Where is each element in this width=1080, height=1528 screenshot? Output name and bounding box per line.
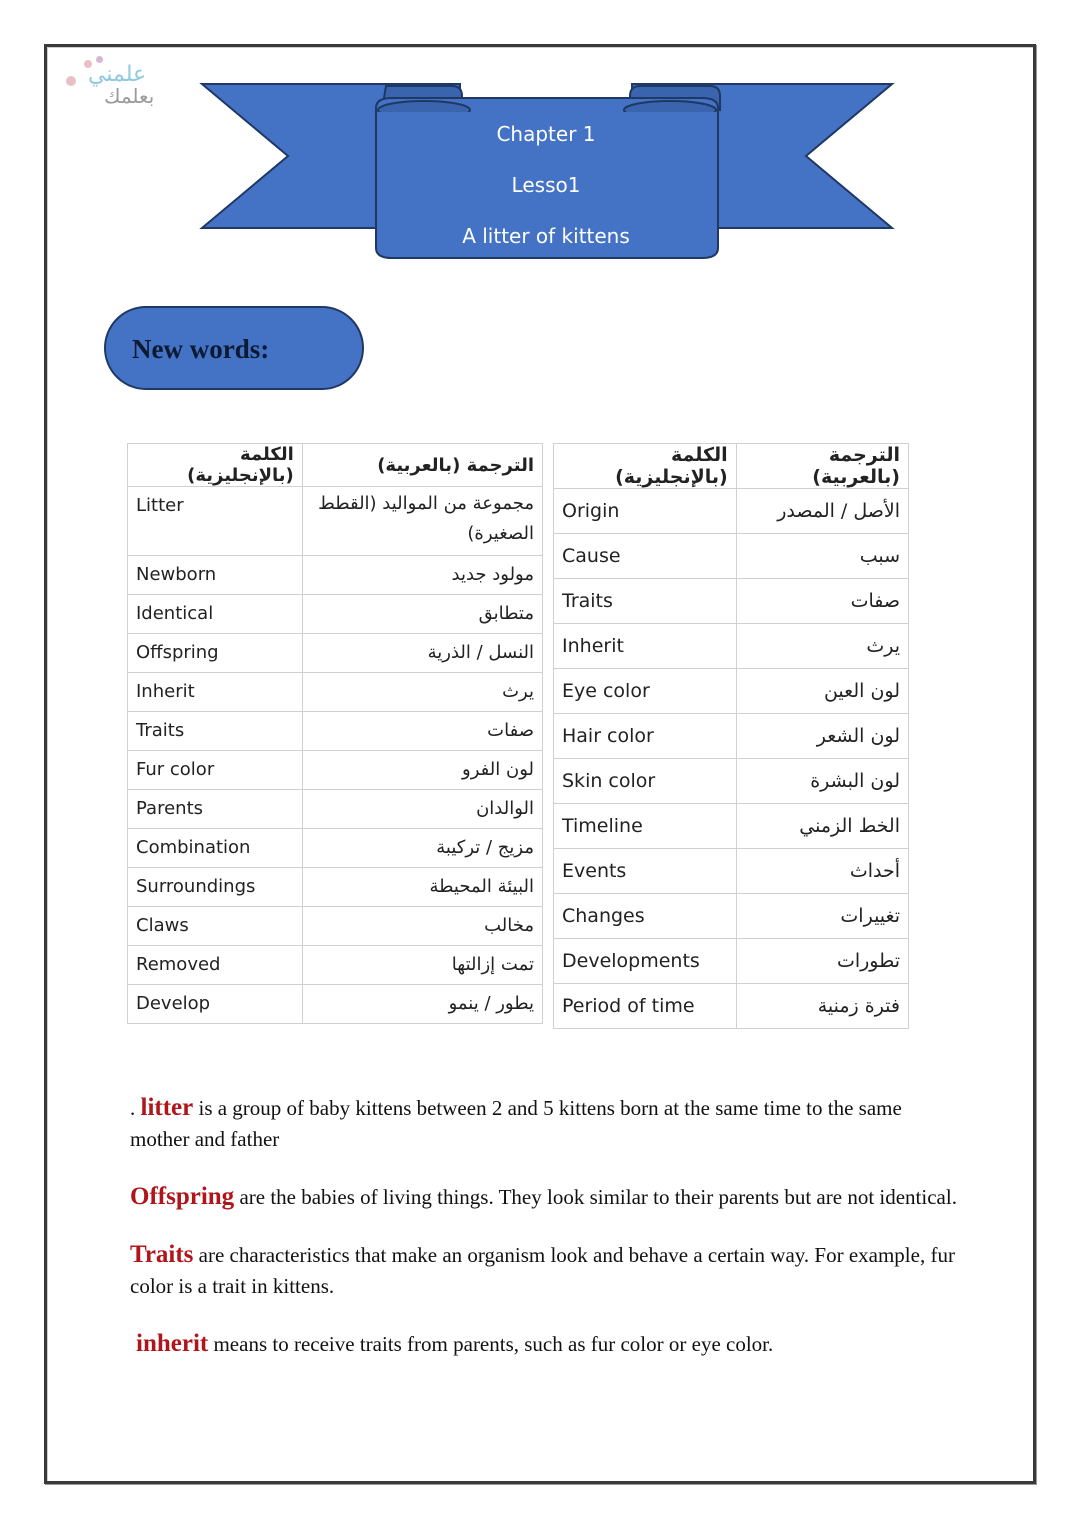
definition-inherit	[130, 1328, 960, 1360]
logo-text-top: علمني	[88, 62, 147, 87]
english-word: Events	[554, 849, 737, 894]
english-word: Removed	[128, 946, 303, 985]
arabic-translation: يرث	[302, 673, 542, 712]
definition-litter	[130, 1092, 960, 1155]
definition-prefix: .	[130, 1096, 141, 1120]
table-row	[128, 946, 543, 985]
table-row	[128, 556, 543, 595]
arabic-translation: متطابق	[302, 595, 542, 634]
arabic-translation: البيئة المحيطة	[302, 868, 542, 907]
vocab-table-right	[553, 443, 909, 1029]
arabic-translation: لون الفرو	[302, 751, 542, 790]
table-row	[128, 829, 543, 868]
table-row	[128, 487, 543, 556]
site-logo	[58, 56, 168, 116]
chapter-banner	[196, 78, 896, 268]
table-row	[554, 669, 909, 714]
english-word: Changes	[554, 894, 737, 939]
english-word: Combination	[128, 829, 303, 868]
arabic-translation: فترة زمنية	[736, 984, 908, 1029]
arabic-translation: سبب	[736, 534, 908, 579]
lesson-title: A litter of kittens	[462, 224, 630, 248]
english-word: Parents	[128, 790, 303, 829]
arabic-translation: الأصل / المصدر	[736, 489, 908, 534]
arabic-translation: صفات	[302, 712, 542, 751]
table-row	[128, 790, 543, 829]
table-header-row	[128, 444, 543, 487]
table-row	[554, 759, 909, 804]
english-word: Inherit	[128, 673, 303, 712]
english-word: Traits	[554, 579, 737, 624]
table-row	[554, 624, 909, 669]
table-row	[554, 939, 909, 984]
english-word: Cause	[554, 534, 737, 579]
arabic-translation: تغييرات	[736, 894, 908, 939]
english-word: Develop	[128, 985, 303, 1024]
arabic-translation: تطورات	[736, 939, 908, 984]
arabic-translation: يرث	[736, 624, 908, 669]
definition-term: Traits	[130, 1241, 194, 1268]
definition-text: are the babies of living things. They look similar to their parents but are not identical.	[234, 1185, 957, 1209]
lesson-number: Lesso1	[511, 173, 581, 197]
arabic-translation: الوالدان	[302, 790, 542, 829]
vocab-table-left	[127, 443, 543, 1024]
english-word: Surroundings	[128, 868, 303, 907]
table-row	[554, 804, 909, 849]
logo-text-bottom: بعلمك	[104, 84, 155, 108]
table-row	[554, 579, 909, 624]
arabic-translation: مجموعة من المواليد (القطط الصغيرة)	[302, 487, 542, 556]
section-heading: New words:	[132, 334, 270, 364]
table-row	[554, 489, 909, 534]
section-heading-pill	[104, 306, 364, 390]
arabic-translation: النسل / الذرية	[302, 634, 542, 673]
table-row	[128, 673, 543, 712]
table-row	[554, 534, 909, 579]
definition-text: means to receive traits from parents, such as fur color or eye color.	[208, 1332, 774, 1356]
arabic-translation: لون البشرة	[736, 759, 908, 804]
table-row	[128, 751, 543, 790]
english-word: Fur color	[128, 751, 303, 790]
flower-icon	[66, 76, 76, 86]
english-word: Identical	[128, 595, 303, 634]
definition-term: litter	[140, 1094, 194, 1121]
arabic-translation: مخالب	[302, 907, 542, 946]
english-word: Skin color	[554, 759, 737, 804]
arabic-translation: صفات	[736, 579, 908, 624]
definition-traits	[130, 1239, 960, 1302]
table-row	[128, 985, 543, 1024]
definition-term: Offspring	[130, 1183, 235, 1210]
english-word: Offspring	[128, 634, 303, 673]
definition-text: is a group of baby kittens between 2 and 5 kittens born at the same time to the same mother and father	[130, 1096, 902, 1151]
english-word: Litter	[128, 487, 303, 556]
header-english: الكلمة (بالإنجليزية)	[554, 444, 737, 489]
english-word: Newborn	[128, 556, 303, 595]
definitions-section	[130, 1092, 960, 1386]
arabic-translation: تمت إزالتها	[302, 946, 542, 985]
english-word: Claws	[128, 907, 303, 946]
header-english: الكلمة (بالإنجليزية)	[128, 444, 303, 487]
table-row	[128, 712, 543, 751]
definition-offspring	[130, 1181, 960, 1213]
arabic-translation: مولود جديد	[302, 556, 542, 595]
english-word: Traits	[128, 712, 303, 751]
table-row	[554, 849, 909, 894]
english-word: Developments	[554, 939, 737, 984]
arabic-translation: أحداث	[736, 849, 908, 894]
arabic-translation: مزيج / تركيبة	[302, 829, 542, 868]
definition-text: are characteristics that make an organism look and behave a certain way. For example, fur color is a trait in kittens.	[130, 1243, 955, 1298]
header-arabic: الترجمة (بالعربية)	[302, 444, 542, 487]
arabic-translation: لون الشعر	[736, 714, 908, 759]
arabic-translation: لون العين	[736, 669, 908, 714]
english-word: Origin	[554, 489, 737, 534]
table-header-row	[554, 444, 909, 489]
arabic-translation: يطور / ينمو	[302, 985, 542, 1024]
table-row	[128, 868, 543, 907]
english-word: Timeline	[554, 804, 737, 849]
table-row	[554, 714, 909, 759]
table-row	[128, 634, 543, 673]
header-arabic: الترجمة (بالعربية)	[736, 444, 908, 489]
table-row	[128, 595, 543, 634]
arabic-translation: الخط الزمني	[736, 804, 908, 849]
table-row	[554, 984, 909, 1029]
english-word: Period of time	[554, 984, 737, 1029]
table-row	[128, 907, 543, 946]
chapter-title: Chapter 1	[496, 122, 596, 146]
table-row	[554, 894, 909, 939]
english-word: Hair color	[554, 714, 737, 759]
english-word: Eye color	[554, 669, 737, 714]
definition-term: inherit	[136, 1330, 209, 1357]
english-word: Inherit	[554, 624, 737, 669]
